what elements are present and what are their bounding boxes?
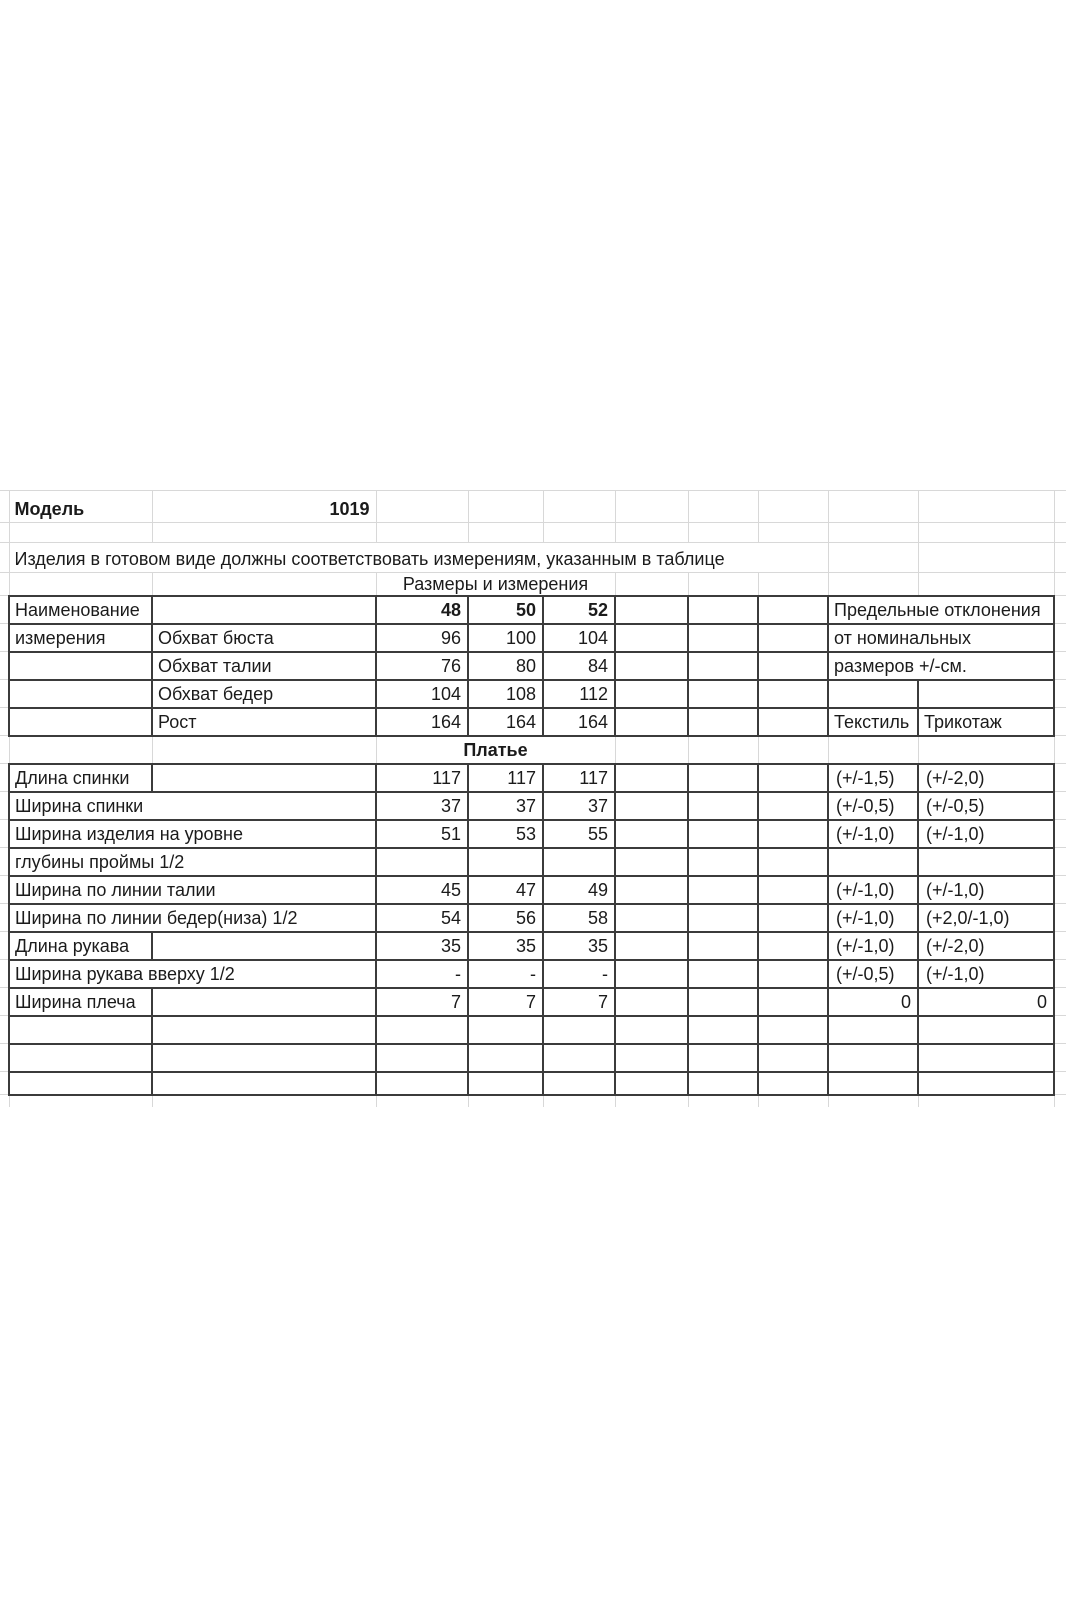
grid-gutter-cell bbox=[1054, 736, 1066, 764]
empty-cell bbox=[615, 624, 688, 652]
empty-cell bbox=[615, 848, 688, 876]
empty-cell bbox=[828, 573, 918, 596]
waist-width-52-cell: 49 bbox=[543, 876, 615, 904]
height-52-cell: 164 bbox=[543, 708, 615, 736]
row-hip-width bbox=[0, 904, 1066, 932]
grid-stub-cell bbox=[918, 1095, 1054, 1107]
empty-cell bbox=[688, 652, 758, 680]
empty-cell bbox=[9, 680, 152, 708]
empty-cell bbox=[9, 708, 152, 736]
grid-gutter-cell bbox=[0, 708, 9, 736]
back-length-label-cell: Длина спинки bbox=[9, 764, 152, 792]
empty-cell bbox=[828, 1044, 918, 1072]
empty-cell bbox=[615, 820, 688, 848]
sleeve-top-width-label-cell: Ширина рукава вверху 1/2 bbox=[9, 960, 376, 988]
back-width-label-cell: Ширина спинки bbox=[9, 792, 376, 820]
waist-width-50-cell: 47 bbox=[468, 876, 543, 904]
empty-cell bbox=[918, 523, 1054, 543]
bust-50-cell: 100 bbox=[468, 624, 543, 652]
waist-label-cell: Обхват талии bbox=[152, 652, 376, 680]
grid-gutter-cell bbox=[1054, 904, 1066, 932]
height-label-cell: Рост bbox=[152, 708, 376, 736]
empty-cell bbox=[615, 523, 688, 543]
empty-cell bbox=[468, 1044, 543, 1072]
empty-cell bbox=[918, 848, 1054, 876]
empty-cell bbox=[376, 1044, 468, 1072]
garment-title-cell: Платье bbox=[376, 736, 615, 764]
height-48-cell: 164 bbox=[376, 708, 468, 736]
empty-cell bbox=[828, 680, 918, 708]
empty-cell bbox=[9, 523, 152, 543]
shoulder-width-label-cell: Ширина плеча bbox=[9, 988, 152, 1016]
row-sleeve-top-width bbox=[0, 960, 1066, 988]
empty-cell bbox=[688, 680, 758, 708]
width-at-armhole-50-cell: 53 bbox=[468, 820, 543, 848]
grid-stub-cell bbox=[376, 1095, 468, 1107]
grid-gutter-cell bbox=[1054, 988, 1066, 1016]
size-50-header-cell: 50 bbox=[468, 596, 543, 624]
model-row bbox=[0, 491, 1066, 523]
empty-cell bbox=[543, 523, 615, 543]
empty-cell bbox=[688, 1044, 758, 1072]
empty-cell bbox=[828, 1016, 918, 1044]
shoulder-width-50-cell: 7 bbox=[468, 988, 543, 1016]
grid-gutter-cell bbox=[1054, 680, 1066, 708]
empty-cell bbox=[615, 792, 688, 820]
grid-gutter-cell bbox=[1054, 820, 1066, 848]
section-header-row bbox=[0, 573, 1066, 596]
name-header-cell-2: измерения bbox=[9, 624, 152, 652]
grid-gutter-cell bbox=[0, 491, 9, 523]
table-header-row bbox=[0, 596, 1066, 624]
empty-cell bbox=[615, 652, 688, 680]
grid-gutter-cell bbox=[1054, 652, 1066, 680]
grid-gutter-cell bbox=[0, 543, 9, 573]
back-length-48-cell: 117 bbox=[376, 764, 468, 792]
width-at-armhole-knit-tol-cell: (+/-1,0) bbox=[918, 820, 1054, 848]
empty-cell bbox=[615, 1072, 688, 1095]
empty-cell bbox=[758, 1016, 828, 1044]
sleeve-length-50-cell: 35 bbox=[468, 932, 543, 960]
grid-gutter-cell bbox=[1054, 543, 1066, 573]
empty-cell bbox=[918, 1072, 1054, 1095]
grid-gutter-cell bbox=[1054, 764, 1066, 792]
section-header-cell: Размеры и измерения bbox=[376, 573, 615, 596]
back-length-50-cell: 117 bbox=[468, 764, 543, 792]
empty-cell bbox=[543, 848, 615, 876]
empty-cell bbox=[688, 876, 758, 904]
grid-stub-cell bbox=[543, 1095, 615, 1107]
waist-width-48-cell: 45 bbox=[376, 876, 468, 904]
empty-cell bbox=[918, 680, 1054, 708]
grid-gutter-cell bbox=[1054, 523, 1066, 543]
empty-cell bbox=[152, 1072, 376, 1095]
empty-cell bbox=[758, 1044, 828, 1072]
grid-gutter-cell bbox=[1054, 932, 1066, 960]
shoulder-width-48-cell: 7 bbox=[376, 988, 468, 1016]
empty-cell bbox=[152, 764, 376, 792]
hips-label-cell: Обхват бедер bbox=[152, 680, 376, 708]
empty-cell bbox=[468, 1016, 543, 1044]
empty-cell bbox=[615, 960, 688, 988]
grid-gutter-cell bbox=[1054, 596, 1066, 624]
empty-cell bbox=[9, 1016, 152, 1044]
grid-stub-cell bbox=[468, 1095, 543, 1107]
empty-cell bbox=[615, 932, 688, 960]
waist-width-textile-tol-cell: (+/-1,0) bbox=[828, 876, 918, 904]
hip-width-52-cell: 58 bbox=[543, 904, 615, 932]
grid-gutter-cell bbox=[0, 932, 9, 960]
grid-gutter-cell bbox=[0, 1072, 9, 1095]
empty-cell bbox=[468, 848, 543, 876]
empty-cell bbox=[9, 1072, 152, 1095]
hip-width-label-cell: Ширина по линии бедер(низа) 1/2 bbox=[9, 904, 376, 932]
empty-cell bbox=[615, 736, 688, 764]
empty-cell bbox=[615, 491, 688, 523]
empty-cell bbox=[688, 624, 758, 652]
empty-cell bbox=[468, 491, 543, 523]
empty-cell bbox=[758, 596, 828, 624]
empty-cell bbox=[758, 904, 828, 932]
empty-cell bbox=[828, 543, 918, 573]
waist-52-cell: 84 bbox=[543, 652, 615, 680]
grid-stub-row bbox=[0, 1095, 1066, 1107]
garment-title-row bbox=[0, 736, 1066, 764]
empty-cell bbox=[615, 573, 688, 596]
row-width-at-armhole bbox=[0, 820, 1066, 848]
empty-cell bbox=[543, 1016, 615, 1044]
empty-cell bbox=[152, 523, 376, 543]
waist-width-label-cell: Ширина по линии талии bbox=[9, 876, 376, 904]
empty-cell bbox=[758, 1072, 828, 1095]
empty-cell bbox=[758, 491, 828, 523]
empty-cell bbox=[152, 596, 376, 624]
note-cell: Изделия в готовом виде должны соответствовать измерениям, указанным в таблице bbox=[9, 543, 828, 573]
empty-cell bbox=[615, 904, 688, 932]
hip-width-textile-tol-cell: (+/-1,0) bbox=[828, 904, 918, 932]
empty-cell bbox=[9, 736, 152, 764]
empty-cell bbox=[688, 764, 758, 792]
grid-stub-cell bbox=[688, 1095, 758, 1107]
empty-cell bbox=[828, 523, 918, 543]
grid-stub-cell bbox=[9, 1095, 152, 1107]
empty-cell bbox=[615, 680, 688, 708]
empty-cell bbox=[758, 652, 828, 680]
empty-cell bbox=[376, 523, 468, 543]
grid-stub-cell bbox=[758, 1095, 828, 1107]
grid-gutter-cell bbox=[0, 680, 9, 708]
grid-gutter-cell bbox=[1054, 876, 1066, 904]
grid-gutter-cell bbox=[0, 1095, 9, 1107]
row-waist-width bbox=[0, 876, 1066, 904]
empty-cell bbox=[688, 960, 758, 988]
grid-gutter-cell bbox=[1054, 1044, 1066, 1072]
empty-cell bbox=[758, 820, 828, 848]
waist-48-cell: 76 bbox=[376, 652, 468, 680]
empty-cell bbox=[758, 960, 828, 988]
grid-gutter-cell bbox=[0, 523, 9, 543]
empty-cell bbox=[688, 820, 758, 848]
empty-cell bbox=[688, 1072, 758, 1095]
note-row bbox=[0, 543, 1066, 573]
grid-gutter-cell bbox=[1054, 960, 1066, 988]
empty-cell bbox=[9, 652, 152, 680]
empty-cell bbox=[688, 932, 758, 960]
grid-stub-cell bbox=[152, 1095, 376, 1107]
sleeve-top-width-50-cell: - bbox=[468, 960, 543, 988]
bust-label-cell: Обхват бюста bbox=[152, 624, 376, 652]
sleeve-length-label-cell: Длина рукава bbox=[9, 932, 152, 960]
grid-gutter-cell bbox=[1054, 491, 1066, 523]
empty-cell bbox=[9, 573, 152, 596]
empty-cell bbox=[152, 1016, 376, 1044]
sleeve-top-width-knit-tol-cell: (+/-1,0) bbox=[918, 960, 1054, 988]
empty-cell bbox=[152, 988, 376, 1016]
row-back-width bbox=[0, 792, 1066, 820]
grid-gutter-cell bbox=[0, 573, 9, 596]
empty-cell bbox=[758, 680, 828, 708]
empty-cell bbox=[688, 1016, 758, 1044]
empty-cell bbox=[615, 876, 688, 904]
hips-50-cell: 108 bbox=[468, 680, 543, 708]
grid-gutter-cell bbox=[0, 624, 9, 652]
empty-cell bbox=[918, 491, 1054, 523]
grid-gutter-cell bbox=[1054, 1072, 1066, 1095]
width-at-armhole-label-cell: Ширина изделия на уровне bbox=[9, 820, 376, 848]
grid-gutter-cell bbox=[0, 820, 9, 848]
empty-cell bbox=[376, 848, 468, 876]
grid-stub-cell bbox=[828, 1095, 918, 1107]
empty-cell bbox=[758, 876, 828, 904]
empty-cell bbox=[688, 491, 758, 523]
back-width-textile-tol-cell: (+/-0,5) bbox=[828, 792, 918, 820]
model-value-cell: 1019 bbox=[152, 491, 376, 523]
empty-cell bbox=[543, 1044, 615, 1072]
empty-cell bbox=[376, 491, 468, 523]
grid-gutter-cell bbox=[0, 904, 9, 932]
row-width-at-armhole-2 bbox=[0, 848, 1066, 876]
grid-gutter-cell bbox=[0, 596, 9, 624]
empty-cell bbox=[9, 1044, 152, 1072]
row-height bbox=[0, 708, 1066, 736]
empty-cell bbox=[152, 573, 376, 596]
empty-cell bbox=[543, 491, 615, 523]
empty-cell bbox=[688, 904, 758, 932]
grid-gutter-cell bbox=[0, 1044, 9, 1072]
width-at-armhole-48-cell: 51 bbox=[376, 820, 468, 848]
empty-cell bbox=[688, 988, 758, 1016]
size-measurement-table bbox=[0, 490, 1066, 1107]
back-length-knit-tol-cell: (+/-2,0) bbox=[918, 764, 1054, 792]
empty-cell bbox=[758, 792, 828, 820]
row-sleeve-length bbox=[0, 932, 1066, 960]
back-width-50-cell: 37 bbox=[468, 792, 543, 820]
empty-cell bbox=[828, 491, 918, 523]
grid-gutter-cell bbox=[0, 652, 9, 680]
bust-48-cell: 96 bbox=[376, 624, 468, 652]
shoulder-width-52-cell: 7 bbox=[543, 988, 615, 1016]
waist-50-cell: 80 bbox=[468, 652, 543, 680]
tolerance-subtext-cell: размеров +/-см. bbox=[828, 652, 1054, 680]
shoulder-width-knit-tol-cell: 0 bbox=[918, 988, 1054, 1016]
grid-gutter-cell bbox=[0, 848, 9, 876]
empty-cell bbox=[758, 988, 828, 1016]
empty-cell bbox=[688, 573, 758, 596]
empty-cell bbox=[758, 764, 828, 792]
empty-cell bbox=[376, 1072, 468, 1095]
empty-cell bbox=[918, 1016, 1054, 1044]
row-waist bbox=[0, 652, 1066, 680]
grid-gutter-cell bbox=[0, 960, 9, 988]
empty-cell bbox=[376, 1016, 468, 1044]
empty-cell bbox=[918, 573, 1054, 596]
grid-gutter-cell bbox=[1054, 792, 1066, 820]
empty-cell bbox=[918, 736, 1054, 764]
width-at-armhole-textile-tol-cell: (+/-1,0) bbox=[828, 820, 918, 848]
empty-cell bbox=[758, 736, 828, 764]
size-48-header-cell: 48 bbox=[376, 596, 468, 624]
empty-table-row bbox=[0, 1072, 1066, 1095]
back-width-48-cell: 37 bbox=[376, 792, 468, 820]
empty-cell bbox=[688, 708, 758, 736]
grid-gutter-cell bbox=[0, 1016, 9, 1044]
grid-gutter-cell bbox=[1054, 1016, 1066, 1044]
empty-cell bbox=[615, 764, 688, 792]
back-width-52-cell: 37 bbox=[543, 792, 615, 820]
empty-cell bbox=[688, 792, 758, 820]
shoulder-width-textile-tol-cell: 0 bbox=[828, 988, 918, 1016]
tolerance-header-cell: Предельные отклонения bbox=[828, 596, 1054, 624]
hip-width-knit-tol-cell: (+2,0/-1,0) bbox=[918, 904, 1054, 932]
sleeve-length-knit-tol-cell: (+/-2,0) bbox=[918, 932, 1054, 960]
empty-cell bbox=[828, 736, 918, 764]
hips-48-cell: 104 bbox=[376, 680, 468, 708]
empty-cell bbox=[688, 596, 758, 624]
sleeve-top-width-52-cell: - bbox=[543, 960, 615, 988]
tolerance-subtext-cell: от номинальных bbox=[828, 624, 1054, 652]
empty-cell bbox=[918, 1044, 1054, 1072]
grid-gutter-cell bbox=[1054, 624, 1066, 652]
back-width-knit-tol-cell: (+/-0,5) bbox=[918, 792, 1054, 820]
empty-cell bbox=[615, 988, 688, 1016]
empty-cell bbox=[152, 1044, 376, 1072]
grid-gutter-cell bbox=[1054, 1095, 1066, 1107]
grid-stub-cell bbox=[615, 1095, 688, 1107]
empty-cell bbox=[468, 523, 543, 543]
sleeve-length-48-cell: 35 bbox=[376, 932, 468, 960]
grid-gutter-cell bbox=[1054, 708, 1066, 736]
height-50-cell: 164 bbox=[468, 708, 543, 736]
empty-cell bbox=[758, 848, 828, 876]
width-at-armhole-label2-cell: глубины проймы 1/2 bbox=[9, 848, 376, 876]
grid-gutter-cell bbox=[0, 792, 9, 820]
sleeve-top-width-textile-tol-cell: (+/-0,5) bbox=[828, 960, 918, 988]
width-at-armhole-52-cell: 55 bbox=[543, 820, 615, 848]
grid-gutter-cell bbox=[0, 876, 9, 904]
empty-cell bbox=[688, 523, 758, 543]
empty-cell bbox=[152, 932, 376, 960]
sleeve-length-textile-tol-cell: (+/-1,0) bbox=[828, 932, 918, 960]
empty-cell bbox=[758, 573, 828, 596]
empty-cell bbox=[758, 932, 828, 960]
empty-row bbox=[0, 523, 1066, 543]
empty-cell bbox=[615, 596, 688, 624]
grid-gutter-cell bbox=[0, 988, 9, 1016]
grid-gutter-cell bbox=[0, 764, 9, 792]
grid-gutter-cell bbox=[0, 736, 9, 764]
row-bust bbox=[0, 624, 1066, 652]
hip-width-50-cell: 56 bbox=[468, 904, 543, 932]
model-label-cell: Модель bbox=[9, 491, 152, 523]
back-length-52-cell: 117 bbox=[543, 764, 615, 792]
empty-table-row bbox=[0, 1044, 1066, 1072]
row-hips bbox=[0, 680, 1066, 708]
row-back-length bbox=[0, 764, 1066, 792]
back-length-textile-tol-cell: (+/-1,5) bbox=[828, 764, 918, 792]
waist-width-knit-tol-cell: (+/-1,0) bbox=[918, 876, 1054, 904]
hip-width-48-cell: 54 bbox=[376, 904, 468, 932]
empty-table-row bbox=[0, 1016, 1066, 1044]
hips-52-cell: 112 bbox=[543, 680, 615, 708]
empty-cell bbox=[828, 1072, 918, 1095]
empty-cell bbox=[828, 848, 918, 876]
sleeve-length-52-cell: 35 bbox=[543, 932, 615, 960]
empty-cell bbox=[918, 543, 1054, 573]
bust-52-cell: 104 bbox=[543, 624, 615, 652]
textile-header-cell: Текстиль bbox=[828, 708, 918, 736]
grid-gutter-cell bbox=[1054, 848, 1066, 876]
empty-cell bbox=[758, 624, 828, 652]
empty-cell bbox=[543, 1072, 615, 1095]
empty-cell bbox=[615, 1044, 688, 1072]
size-52-header-cell: 52 bbox=[543, 596, 615, 624]
empty-cell bbox=[615, 1016, 688, 1044]
empty-cell bbox=[688, 848, 758, 876]
empty-cell bbox=[468, 1072, 543, 1095]
grid-gutter-cell bbox=[1054, 573, 1066, 596]
knitwear-header-cell: Трикотаж bbox=[918, 708, 1054, 736]
sleeve-top-width-48-cell: - bbox=[376, 960, 468, 988]
empty-cell bbox=[615, 708, 688, 736]
name-header-cell: Наименование bbox=[9, 596, 152, 624]
empty-cell bbox=[758, 523, 828, 543]
empty-cell bbox=[758, 708, 828, 736]
empty-cell bbox=[688, 736, 758, 764]
empty-cell bbox=[152, 736, 376, 764]
row-shoulder-width bbox=[0, 988, 1066, 1016]
